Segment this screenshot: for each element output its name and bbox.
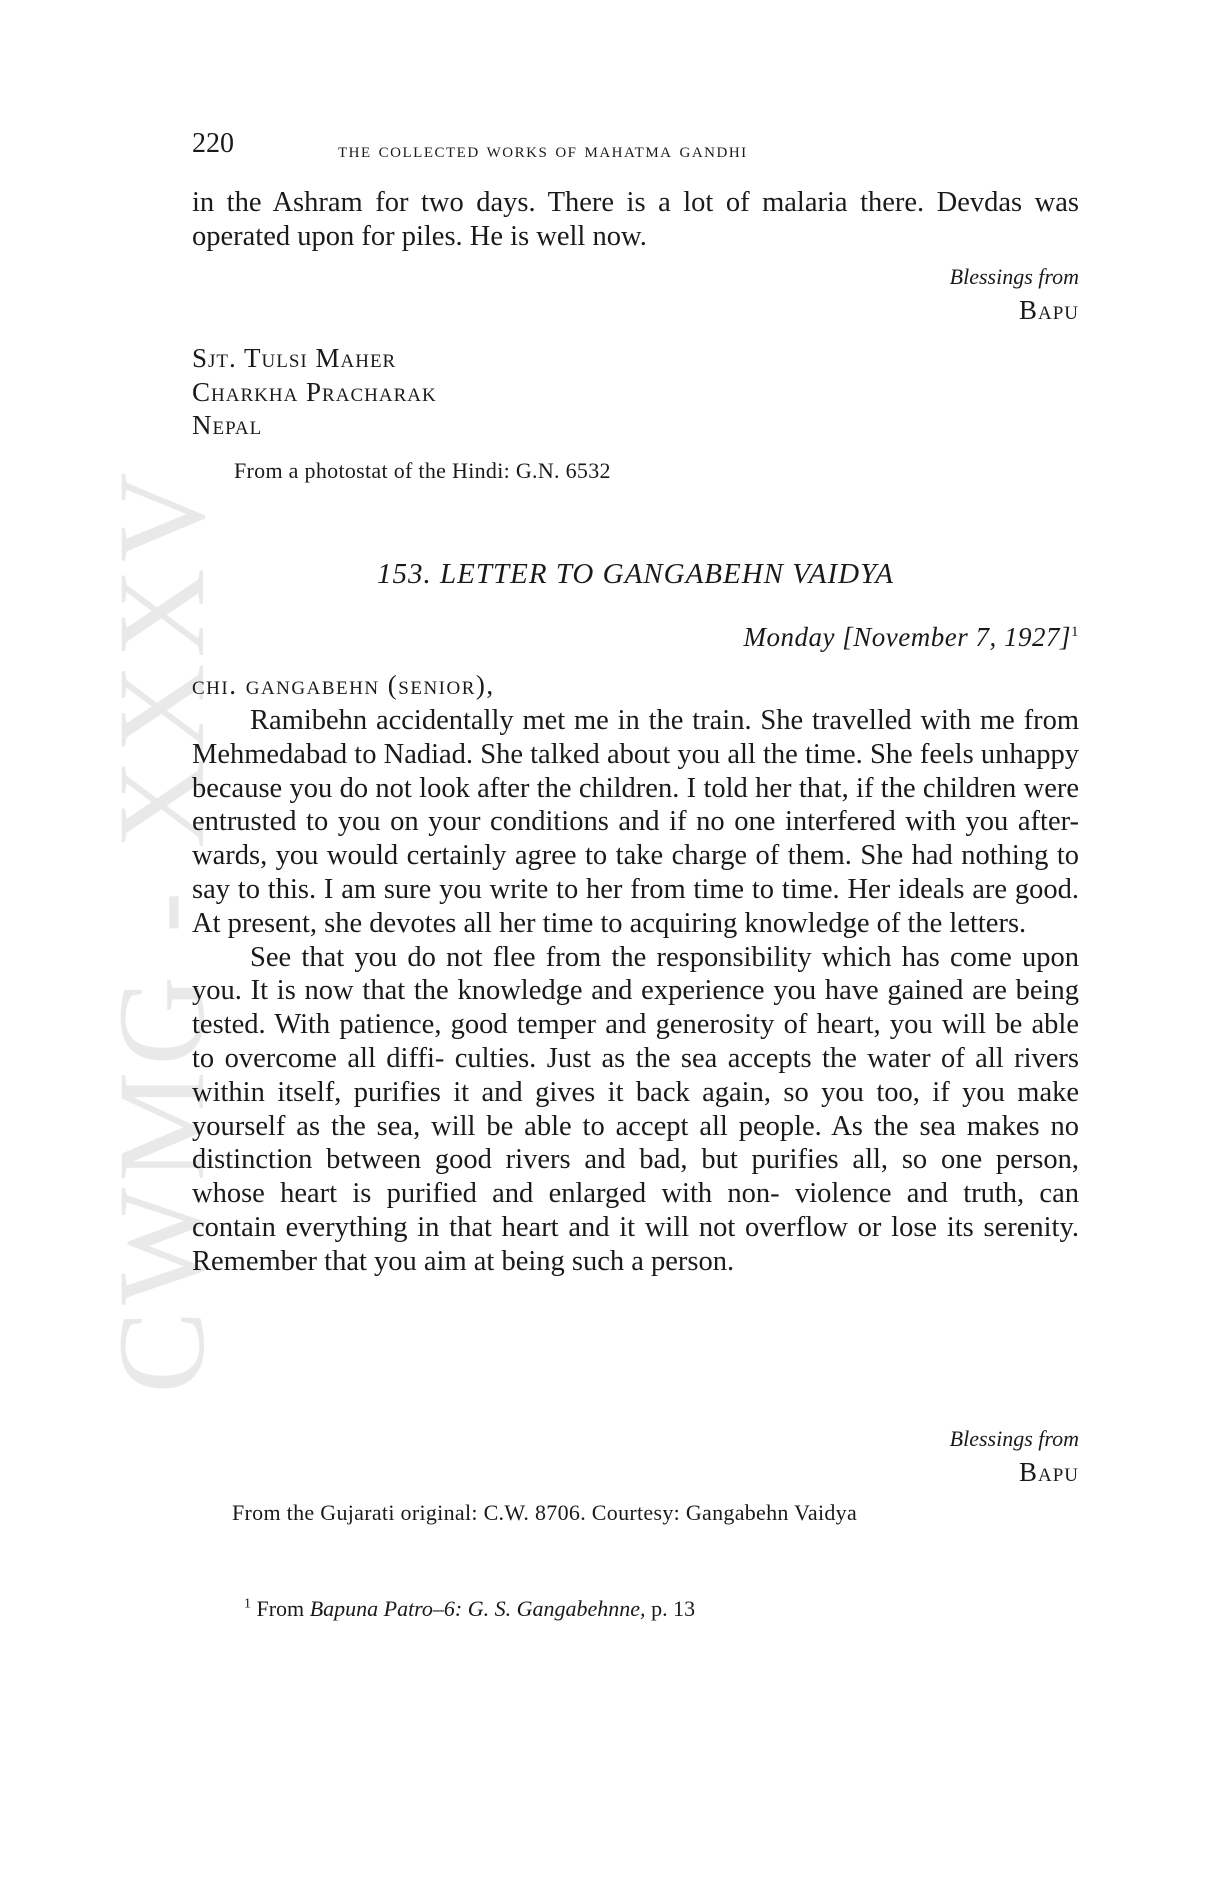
letter-dateline bbox=[744, 622, 1079, 653]
letter-signature bbox=[950, 1424, 1079, 1490]
blessing-line: Blessings from bbox=[949, 264, 1079, 289]
previous-letter-text: in the Ashram for two days. There is a lot of malaria there. Devdas was operated upon for piles. He is well now. bbox=[192, 187, 1079, 252]
previous-letter-ending bbox=[192, 186, 1079, 254]
footnote bbox=[244, 1596, 695, 1622]
letter-paragraph: Ramibehn accidentally met me in the train. She travelled with me from Mehmedabad to Nadiad. She talked about you all the time. She feels unhappy because you do not look after the children. I told her that, if the children were entrusted to you on your conditions and if no one interfered with you after- wards, you would certainly agree to take charge of them. She had nothing to say to this. I am sure you write to her from time to time. Her ideals are good. At present, she devotes all her time to acquiring knowledge of the letters. bbox=[192, 705, 1079, 939]
signature-name: Bapu bbox=[1018, 295, 1079, 325]
footnote-title: Bapuna Patro–6: G. S. Gangabehnne, bbox=[309, 1596, 646, 1621]
addressee-block bbox=[192, 342, 437, 443]
running-head bbox=[192, 128, 1079, 168]
letter-paragraph: See that you do not flee from the responsibility which has come upon you. It is now that the knowledge and experience you have gained are being tested. With patience, good temper and generosity of heart, you will be able to overcome all diffi- culties. Just as the sea accepts the water of all rivers within itself, purifies it and gives it back again, so you too, if you make yourself as the sea, will be able to accept all people. As the sea makes no distinction between good rivers and bad, but purifies all, so one person, whose heart is purified and enlarged with non- violence and truth, can contain everything in that heart and it will not overflow or lose its serenity. Remember that you aim at being such a person. bbox=[192, 941, 1079, 1277]
footnote-number: 1 bbox=[244, 1596, 251, 1612]
running-title: the collected works of mahatma gandhi bbox=[338, 137, 748, 162]
address-line: Nepal bbox=[192, 410, 263, 440]
footnote-suffix: p. 13 bbox=[651, 1596, 696, 1621]
page-number: 220 bbox=[192, 128, 234, 159]
footnote-marker: 1 bbox=[1071, 624, 1079, 640]
previous-letter-signature bbox=[950, 262, 1079, 328]
letter-heading: 153. LETTER TO GANGABEHN VAIDYA bbox=[377, 558, 894, 590]
previous-letter-source: From a photostat of the Hindi: G.N. 6532 bbox=[234, 458, 611, 483]
address-line: Charkha Pracharak bbox=[192, 376, 437, 407]
watermark-text: CWMG - XXXV bbox=[93, 466, 230, 1394]
letter-source: From the Gujarati original: C.W. 8706. Courtesy: Gangabehn Vaidya bbox=[232, 1500, 858, 1525]
dateline-text: Monday [November 7, 1927] bbox=[743, 622, 1071, 652]
letter-body bbox=[192, 704, 1079, 1279]
address-line: Sjt. Tulsi Maher bbox=[192, 343, 397, 373]
letter-salutation: chi. gangabehn (senior), bbox=[192, 670, 495, 700]
blessing-line: Blessings from bbox=[949, 1426, 1079, 1451]
footnote-prefix: From bbox=[256, 1596, 305, 1621]
signature-name: Bapu bbox=[1018, 1457, 1079, 1487]
